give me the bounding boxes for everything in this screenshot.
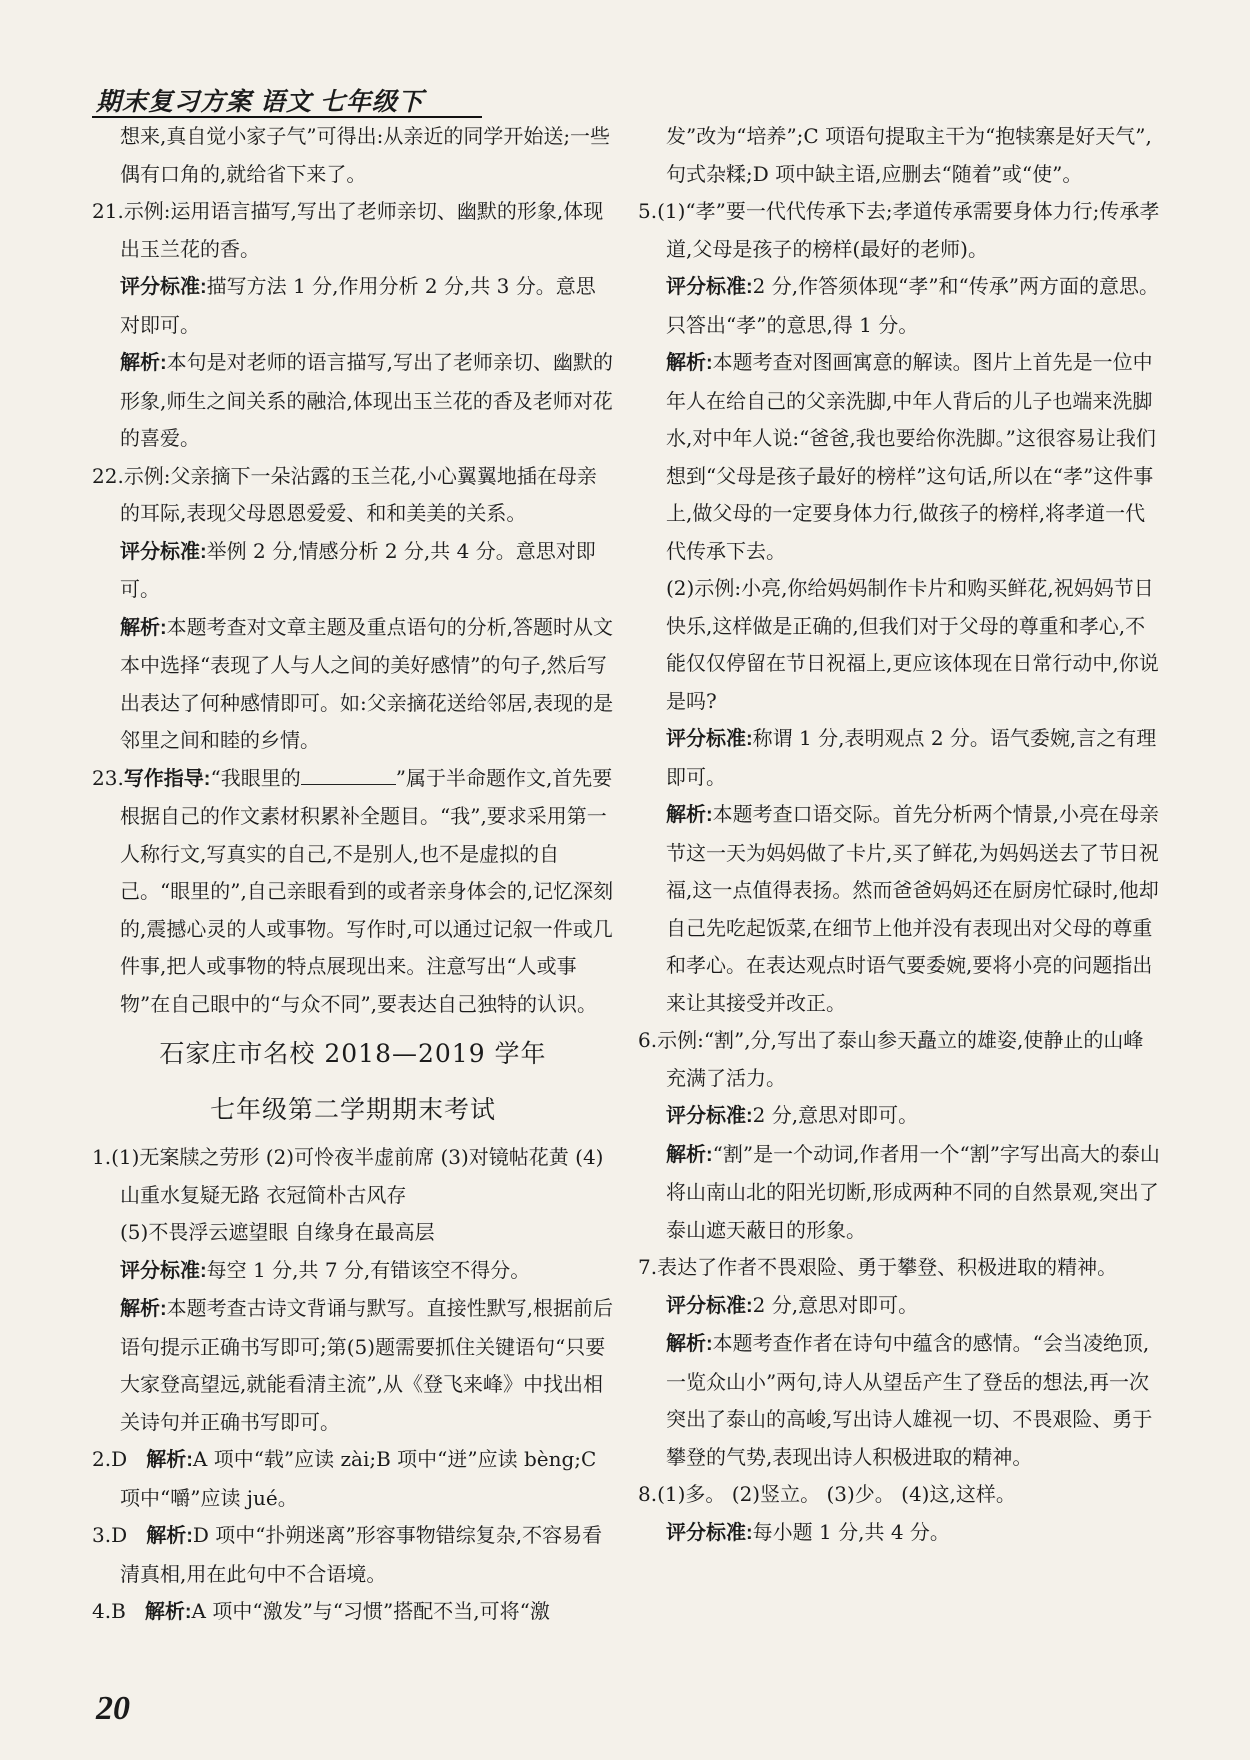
answer-number: 21. bbox=[92, 199, 124, 223]
scoring-text: 描写方法 1 分,作用分析 2 分,共 3 分。意思对即可。 bbox=[120, 274, 596, 337]
scoring-label: 评分标准: bbox=[666, 728, 753, 750]
page-number: 20 bbox=[96, 1690, 130, 1727]
analysis bbox=[638, 1136, 1160, 1250]
answer-4 bbox=[92, 1593, 614, 1632]
answer-number: 2. bbox=[92, 1447, 112, 1471]
answer-5-part2: (2)示例:小亮,你给妈妈制作卡片和购买鲜花,祝妈妈节日快乐,这样做是正确的,但我们对于父母的尊重和孝心,不能仅仅停留在节日祝福上,更应该体现在日常行动中,你说是吗? bbox=[666, 576, 1159, 713]
scoring-text: 每小题 1 分,共 4 分。 bbox=[752, 1519, 950, 1544]
scoring-criteria bbox=[92, 1252, 614, 1291]
answer-4-continued: 发”改为“培养”;C 项语句提取主干为“抱犊寨是好天气”,句式杂糅;D 项中缺主语,应删去“随着”或“使”。 bbox=[666, 124, 1152, 186]
answer-number: 4. bbox=[92, 1599, 112, 1623]
answer-2 bbox=[92, 1441, 614, 1517]
analysis-text: 本题考查口语交际。首先分析两个情景,小亮在母亲节这一天为妈妈做了卡片,买了鲜花,为妈妈送去了节日祝福,这一点值得表扬。然而爸爸妈妈还在厨房忙碌时,他却自己先吃起饭菜,在细节上他并没有表现出对父母的尊重和孝心。在表达观点时语气要委婉,要将小亮的问题指出来让其接受并改正。 bbox=[666, 802, 1160, 1015]
scoring-label: 评分标准: bbox=[666, 276, 753, 298]
writing-guide-text-after: ”属于半命题作文,首先要根据自己的作文素材积累补全题目。“我”,要求采用第一人称行文,写真实的自己,不是别人,也不是虚拟的自己。“眼里的”,自己亲眼看到的或者亲身体会的,记忆深刻的,震撼心灵的人或事物。写作时,可以通过记叙一件或几件事,把人或事物的特点展现出来。注意写出“人或事物”在自己眼中的“与众不同”,要表达自己独特的认识。 bbox=[120, 765, 614, 1016]
answer-number: 6. bbox=[638, 1028, 658, 1052]
scoring-criteria bbox=[638, 1287, 1160, 1326]
answer-choice: D bbox=[111, 1523, 128, 1547]
scoring-criteria bbox=[638, 268, 1160, 344]
scoring-text: 举例 2 分,情感分析 2 分,共 4 分。意思对即可。 bbox=[120, 538, 596, 601]
answer-22 bbox=[92, 458, 614, 533]
analysis-text: “割”是一个动词,作者用一个“割”字写出高大的泰山将山南山北的阳光切断,形成两种不同的自然景观,突出了泰山遮天蔽日的形象。 bbox=[666, 1141, 1160, 1242]
answer-text: (1)多。 (2)竖立。 (3)少。 (4)这,这样。 bbox=[657, 1482, 1016, 1506]
analysis-text: A 项中“激发”与“习惯”搭配不当,可将“激 bbox=[191, 1599, 550, 1623]
answer-21 bbox=[92, 193, 614, 268]
answer-number: 5. bbox=[638, 199, 658, 223]
scoring-text: 2 分,作答须体现“孝”和“传承”两方面的意思。只答出“孝”的意思,得 1 分。 bbox=[666, 274, 1160, 337]
answer-1-line2: (5)不畏浮云遮望眼 自缘身在最高层 bbox=[120, 1220, 435, 1244]
answer-number: 23. bbox=[92, 765, 124, 790]
scoring-criteria bbox=[92, 533, 614, 609]
analysis-label: 解析: bbox=[666, 1143, 713, 1166]
analysis-label: 解析: bbox=[120, 616, 167, 639]
answer-text: 表达了作者不畏艰险、勇于攀登、积极进取的精神。 bbox=[657, 1255, 1118, 1279]
analysis-text: D 项中“扑朔迷离”形容事物错综复杂,不容易看清真相,用在此句中不合语境。 bbox=[120, 1523, 603, 1586]
analysis bbox=[638, 344, 1160, 570]
answer-number: 1. bbox=[92, 1145, 112, 1169]
analysis-text: 本题考查对文章主题及重点语句的分析,答题时从文本中选择“表现了人与人之间的美好感情”的句子,然后写出表达了何种感情即可。如:父亲摘花送给邻居,表现的是邻里之间和睦的乡情。 bbox=[120, 614, 614, 752]
answer-text: 示例:父亲摘下一朵沾露的玉兰花,小心翼翼地插在母亲的耳际,表现父母恩恩爱爱、和和美美的关系。 bbox=[120, 463, 597, 525]
writing-guide-label: 写作指导: bbox=[123, 767, 211, 790]
analysis-label: 解析: bbox=[666, 804, 713, 826]
answer-1 bbox=[92, 1139, 614, 1214]
scoring-text: 2 分,意思对即可。 bbox=[752, 1292, 919, 1317]
answer-number: 8. bbox=[638, 1482, 658, 1506]
scoring-label: 评分标准: bbox=[120, 1259, 207, 1282]
answer-text: (1)无案牍之劳形 (2)可怜夜半虚前席 (3)对镜帖花黄 (4)山重水复疑无路 衣冠简朴古风存 bbox=[111, 1145, 604, 1207]
scoring-criteria bbox=[92, 268, 614, 344]
analysis bbox=[92, 609, 614, 760]
answer-23 bbox=[92, 760, 614, 1024]
scoring-criteria bbox=[638, 1514, 1160, 1553]
analysis bbox=[92, 1290, 614, 1441]
analysis-label: 解析: bbox=[666, 1333, 713, 1355]
answer-text: 示例:“割”,分,写出了泰山参天矗立的雄姿,使静止的山峰充满了活力。 bbox=[657, 1028, 1144, 1090]
analysis-label: 解析: bbox=[144, 1601, 192, 1623]
continued-paragraph: 想来,真自觉小家子气”可得出:从亲近的同学开始送;一些偶有口角的,就给省下来了。 bbox=[120, 124, 611, 186]
analysis-text: 本题考查古诗文背诵与默写。直接性默写,根据前后语句提示正确书写即可;第(5)题需要抓住关键语句“只要大家登高望远,就能看清主流”,从《登飞来峰》中找出相关诗句并正确书写即可。 bbox=[120, 1296, 614, 1434]
scoring-label: 评分标准: bbox=[666, 1105, 753, 1127]
analysis-text: A 项中“载”应读 zài;B 项中“迸”应读 bèng;C 项中“嚼”应读 jué。 bbox=[120, 1447, 597, 1510]
analysis-label: 解析: bbox=[666, 352, 713, 374]
left-column bbox=[92, 118, 614, 1632]
section-title-line1: 石家庄市名校 2018—2019 学年 bbox=[159, 1039, 547, 1068]
answer-number: 22. bbox=[92, 463, 124, 488]
answer-choice: D bbox=[111, 1447, 128, 1471]
analysis-text: 本题考查对图画寓意的解读。图片上首先是一位中年人在给自己的父亲洗脚,中年人背后的儿子也端来洗脚水,对中年人说:“爸爸,我也要给你洗脚。”这很容易让我们想到“父母是孩子最好的榜样”这句话,所以在“孝”这件事上,做父母的一定要身体力行,做孩子的榜样,将孝道一代代传承下去。 bbox=[666, 350, 1156, 563]
scoring-text: 每空 1 分,共 7 分,有错该空不得分。 bbox=[206, 1257, 531, 1282]
scoring-label: 评分标准: bbox=[666, 1294, 753, 1317]
analysis bbox=[92, 344, 614, 458]
writing-guide-text-before: “我眼里的 bbox=[210, 765, 301, 790]
analysis-label: 解析: bbox=[120, 352, 167, 374]
answer-number: 7. bbox=[638, 1255, 658, 1279]
right-column bbox=[638, 118, 1160, 1552]
scoring-label: 评分标准: bbox=[666, 1521, 753, 1544]
scoring-criteria bbox=[638, 1097, 1160, 1136]
answer-6 bbox=[638, 1022, 1160, 1097]
analysis-text: 本句是对老师的语言描写,写出了老师亲切、幽默的形象,师生之间关系的融洽,体现出玉兰花的香及老师对花的喜爱。 bbox=[120, 350, 614, 450]
scoring-label: 评分标准: bbox=[120, 276, 207, 298]
section-title-line2: 七年级第二学期期末考试 bbox=[209, 1095, 496, 1124]
scoring-text: 2 分,意思对即可。 bbox=[752, 1103, 919, 1127]
answer-choice: B bbox=[111, 1599, 126, 1623]
fill-in-blank bbox=[301, 762, 396, 785]
analysis-label: 解析: bbox=[146, 1449, 193, 1471]
answer-3 bbox=[92, 1517, 614, 1593]
scoring-text: 称谓 1 分,表明观点 2 分。语气委婉,言之有理即可。 bbox=[666, 726, 1157, 789]
answer-number: 3. bbox=[92, 1523, 112, 1547]
analysis bbox=[638, 796, 1160, 1022]
analysis-label: 解析: bbox=[120, 1298, 167, 1320]
answer-8 bbox=[638, 1476, 1160, 1514]
answer-text: (1)“孝”要一代代传承下去;孝道传承需要身体力行;传承孝道,父母是孩子的榜样(最好的老师)。 bbox=[657, 199, 1160, 261]
answer-7 bbox=[638, 1249, 1160, 1287]
running-header: 期末复习方案 语文 七年级下 bbox=[96, 88, 424, 116]
answer-5 bbox=[638, 193, 1160, 268]
analysis bbox=[638, 1325, 1160, 1476]
answer-text: 示例:运用语言描写,写出了老师亲切、幽默的形象,体现出玉兰花的香。 bbox=[120, 199, 604, 261]
scoring-criteria bbox=[638, 720, 1160, 796]
scoring-label: 评分标准: bbox=[120, 540, 207, 563]
analysis-label: 解析: bbox=[146, 1525, 193, 1547]
analysis-text: 本题考查作者在诗句中蕴含的感情。“会当凌绝顶,一览众山小”两句,诗人从望岳产生了登岳的想法,再一次突出了泰山的高峻,写出诗人雄视一切、不畏艰险、勇于攀登的气势,表现出诗人积极进取的精神。 bbox=[666, 1331, 1153, 1469]
